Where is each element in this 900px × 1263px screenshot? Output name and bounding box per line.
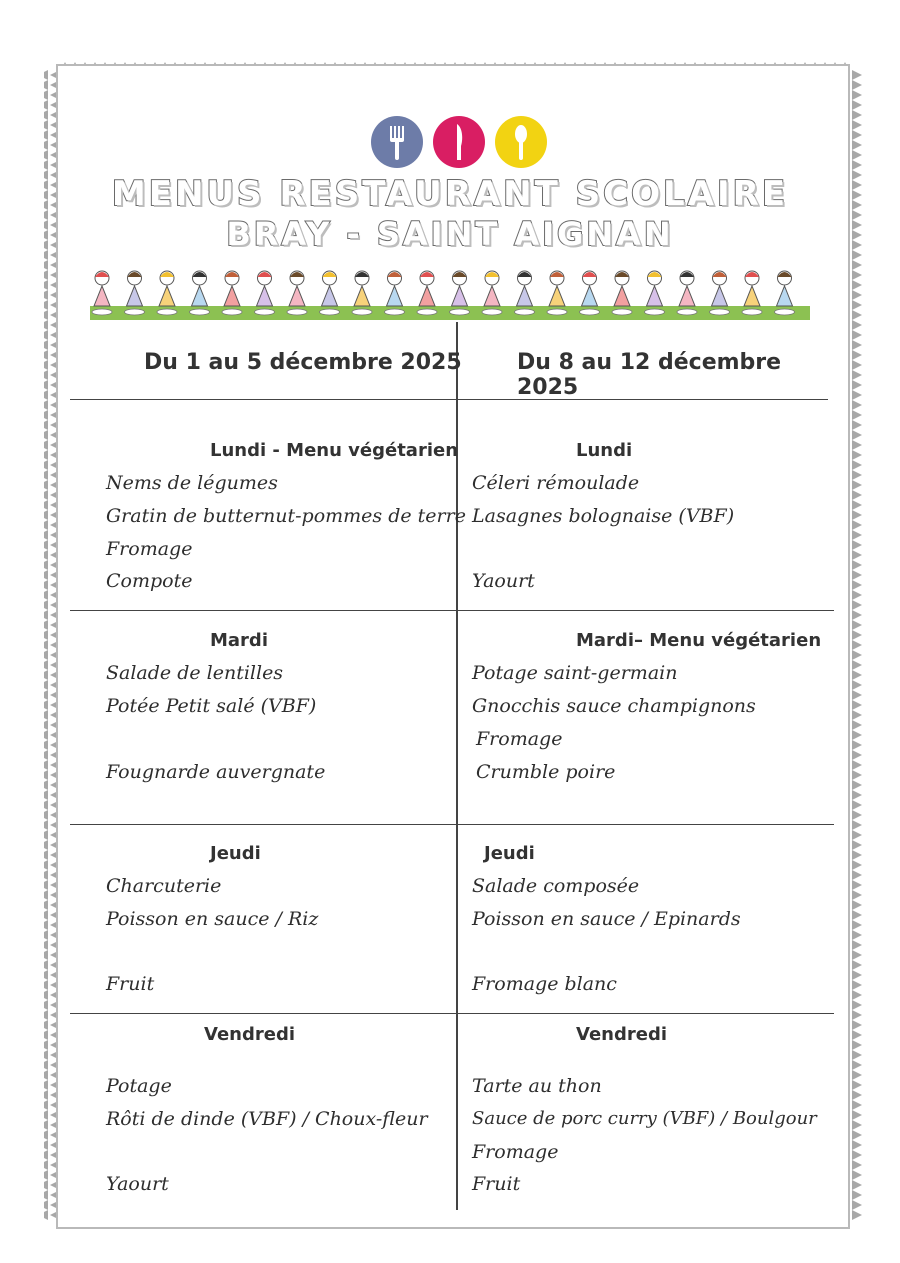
menu-item: Poisson en sauce / Riz (106, 908, 319, 930)
menu-item: Fromage (472, 1141, 559, 1163)
spoon-icon (495, 116, 547, 168)
menu-item: Salade composée (472, 875, 640, 897)
menu-item: Tarte au thon (472, 1075, 602, 1097)
title-line-1: MENUS RESTAURANT SCOLAIRE (111, 174, 789, 214)
menu-item: Salade de lentilles (106, 662, 284, 684)
day-title: Mardi (210, 630, 268, 651)
menu-item: Yaourt (472, 570, 535, 592)
menu-item: Sauce de porc curry (VBF) / Boulgour (472, 1108, 817, 1129)
menu-item: Poisson en sauce / Epinards (472, 908, 741, 930)
day-title: Jeudi (484, 843, 535, 864)
period-week-1: Du 1 au 5 décembre 2025 (144, 350, 462, 375)
row-divider (70, 610, 834, 611)
menu-item: Lasagnes bolognaise (VBF) (472, 505, 735, 527)
menu-item: Yaourt (106, 1173, 169, 1195)
day-title: Jeudi (210, 843, 261, 864)
menu-item: Gnocchis sauce champignons (472, 695, 756, 717)
day-title: Lundi - Menu végétarien (210, 440, 459, 461)
menu-item: Rôti de dinde (VBF) / Choux-fleur (106, 1108, 428, 1130)
menu-item: Potage saint-germain (472, 662, 678, 684)
row-divider (70, 1013, 834, 1014)
title-line-2: BRAY - SAINT AIGNAN (226, 215, 674, 253)
menu-item: Gratin de butternut-pommes de terre (106, 505, 466, 527)
menu-item: Potée Petit salé (VBF) (106, 695, 317, 717)
menu-item: Nems de légumes (106, 472, 278, 494)
menu-item: Céleri rémoulade (472, 472, 640, 494)
menu-item: Fromage blanc (472, 973, 617, 995)
menu-item: Crumble poire (476, 761, 616, 783)
menu-table (70, 322, 834, 1210)
menu-item: Charcuterie (106, 875, 222, 897)
menu-item: Potage (106, 1075, 172, 1097)
children-illustration (90, 266, 810, 324)
fork-icon (371, 116, 423, 168)
period-week-2: Du 8 au 12 décembre 2025 (517, 350, 782, 400)
menu-item: Fromage (106, 538, 193, 560)
day-title: Vendredi (576, 1024, 667, 1045)
knife-icon (433, 116, 485, 168)
menu-item: Compote (106, 570, 193, 592)
day-title: Vendredi (204, 1024, 295, 1045)
day-title: Lundi (576, 440, 633, 461)
menu-item: Fruit (472, 1173, 521, 1195)
menu-item: Fruit (106, 973, 155, 995)
logo (0, 116, 900, 172)
day-title: Mardi– Menu végétarien (576, 630, 822, 651)
menu-item: Fougnarde auvergnate (106, 761, 326, 783)
row-divider (70, 824, 834, 825)
menu-item: Fromage (476, 728, 563, 750)
